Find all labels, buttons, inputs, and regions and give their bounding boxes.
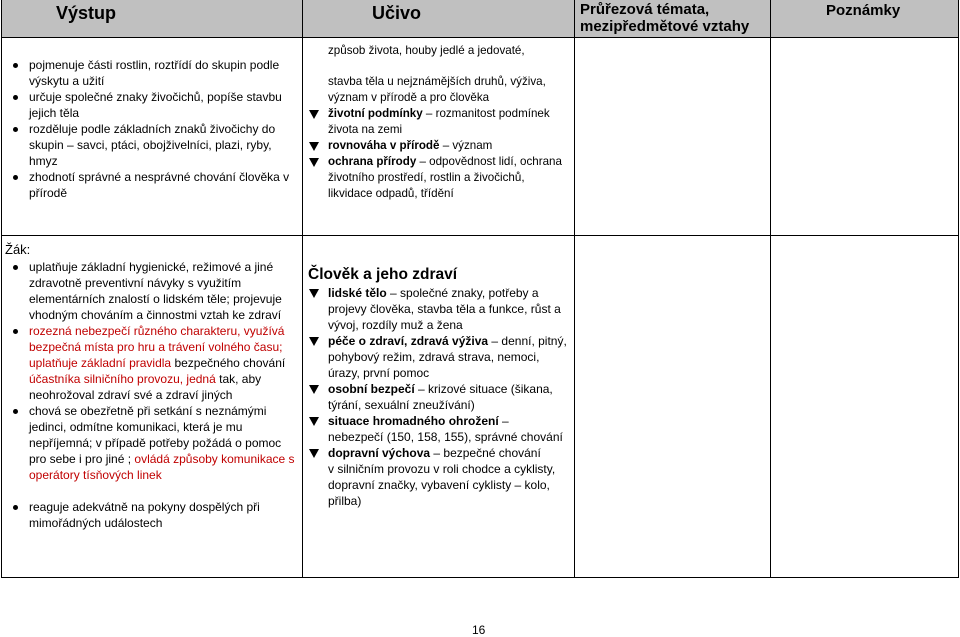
list-item <box>306 333 572 381</box>
item-text: – <box>498 414 509 428</box>
curriculum-line: způsob života, houby jedlé a jedovaté, <box>328 44 525 57</box>
table-bottom-line <box>1 577 959 578</box>
zak-label: Žák: <box>5 242 31 257</box>
row1-curriculum <box>306 43 572 202</box>
item-text: bezpečného chování <box>171 356 286 370</box>
item-text: – denní, pitný, pohybový režim, zdravá strava, nemoci, úrazy, první pomoc <box>328 334 567 380</box>
item-term: osobní bezpečí <box>328 382 415 396</box>
item-text: – společné znaky, potřeby a projevy člověka, stavba těla a funkce, růst a vývoj, rozdíly muž a žena <box>328 286 561 332</box>
header-band <box>1 0 959 37</box>
highlighted-text: účastníka silničního provozu, jedná <box>29 372 216 386</box>
curriculum-line: v silničním provozu v roli chodce a cyklisty, dopravní značky, vybavení cyklisty – kolo, přilba) <box>328 462 556 508</box>
item-text: – krizové situace (šikana, týrání, sexuální zneužívání) <box>328 382 553 412</box>
item-text: – rozmanitost podmínek života na zemi <box>328 107 550 136</box>
item-text: – odpovědnost lidí, ochrana životního prostředí, rostlin a živočichů, likvidace odpadů, třídění <box>328 155 562 200</box>
list-item <box>306 381 572 413</box>
list-item <box>306 285 572 333</box>
list-item <box>306 138 572 154</box>
item-text: chová se obezřetně při setkání s neznámými jedinci, odmítne komunikaci, která je mu nepříjemná; v případě potřeby požádá o pomoc pro sebe i pro jiné ; <box>29 404 282 466</box>
list-item <box>9 323 297 403</box>
row2-curriculum <box>306 285 572 509</box>
list-item: pojmenuje části rostlin, roztřídí do skupin podle výskytu a užití <box>9 57 297 89</box>
list-item <box>306 154 572 202</box>
table-divider-1 <box>302 0 303 578</box>
header-temata-line2: mezipředmětové vztahy <box>580 18 750 35</box>
item-text: tak, aby neohrožoval zdraví své a zdraví jiných <box>29 372 262 402</box>
list-item <box>306 413 572 429</box>
item-term: životní podmínky <box>328 107 423 120</box>
table-divider-2 <box>574 0 575 578</box>
list-item <box>9 403 297 483</box>
row2-outputs <box>9 259 297 531</box>
header-vystup: Výstup <box>56 3 117 23</box>
item-term: situace hromadného ohrožení <box>328 414 499 428</box>
header-poznamky: Poznámky <box>826 2 901 19</box>
list-item: uplatňuje základní hygienické, režimové a jiné zdravotně preventivní návyky s využitím elementárních znalostí o lidském těle; projevuje vhodným chováním a činnostmi vztah ke zdraví <box>9 259 297 323</box>
table-divider-3 <box>770 0 771 578</box>
table-border-left <box>1 0 2 578</box>
item-term: ochrana přírody <box>328 155 417 168</box>
curriculum-line: nebezpečí (150, 158, 155), správné chování <box>328 430 563 444</box>
page-number: 16 <box>472 623 486 637</box>
list-item: určuje společné znaky živočichů, popíše stavbu jejich těla <box>9 89 297 121</box>
header-ucivo: Učivo <box>372 3 422 23</box>
item-term: péče o zdraví, zdravá výživa <box>328 334 489 348</box>
header-temata-line1: Průřezová témata, <box>580 1 710 18</box>
table-border-right <box>958 0 959 578</box>
list-item <box>306 445 572 461</box>
item-term: dopravní výchova <box>328 446 431 460</box>
highlighted-text: ovládá způsoby komunikace s operátory tísňových linek <box>29 452 295 482</box>
header-bottom-line <box>1 37 959 38</box>
list-item: zhodnotí správné a nesprávné chování člověka v přírodě <box>9 169 297 201</box>
row1-outputs <box>9 57 297 201</box>
row-separator <box>1 235 959 236</box>
item-term: rovnováha v přírodě <box>328 139 440 152</box>
list-item <box>306 106 572 138</box>
highlighted-text: rozezná nebezpečí různého charakteru, využívá bezpečná místa pro hru a trávení volného času; uplatňuje základní pravidla <box>29 324 285 370</box>
section-title: Člověk a jeho zdraví <box>308 266 458 283</box>
list-item: rozděluje podle základních znaků živočichy do skupin – savci, ptáci, obojživelníci, plazi, ryby, hmyz <box>9 121 297 169</box>
item-term: lidské tělo <box>328 286 387 300</box>
item-text: – význam <box>439 139 493 152</box>
list-item: reaguje adekvátně na pokyny dospělých při mimořádných událostech <box>9 499 297 531</box>
item-text: – bezpečné chování <box>430 446 541 460</box>
curriculum-line: stavba těla u nejznámějších druhů, výživa, význam v přírodě a pro člověka <box>328 75 546 104</box>
